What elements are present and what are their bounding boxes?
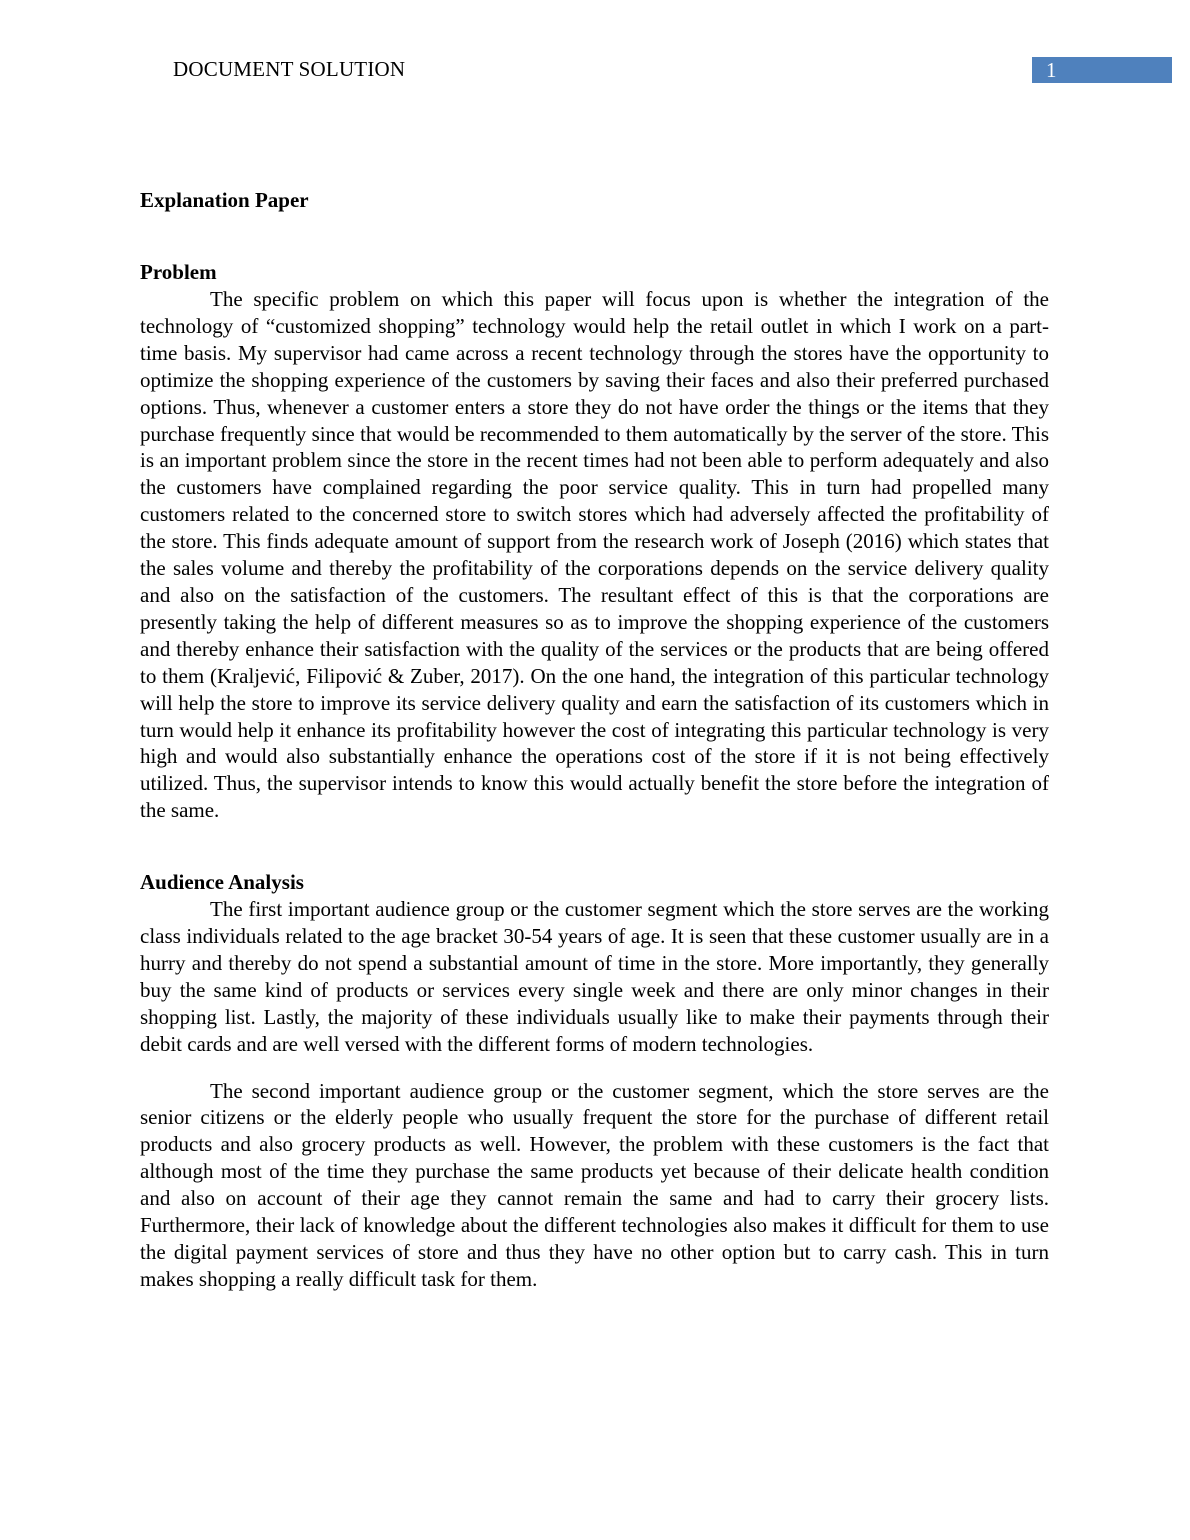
paper-title: Explanation Paper xyxy=(140,188,309,212)
document-body xyxy=(140,186,1049,1293)
section-heading-problem: Problem xyxy=(140,260,217,284)
paragraph-audience-1: The first important audience group or the customer segment which the store serves are the working class individuals related to the age bracket 30-54 years of age. It is seen that these customer usually are in a hurry and thereby do not spend a substantial amount of time in the store. More importantly, they generally buy the same kind of products or services every single week and there are only minor changes in their shopping list. Lastly, the majority of these individuals usually like to make their payments through their debit cards and are well versed with the different forms of modern technologies. xyxy=(140,897,1049,1056)
section-heading-audience-analysis: Audience Analysis xyxy=(140,870,304,895)
running-head: DOCUMENT SOLUTION xyxy=(173,57,406,81)
page-number: 1 xyxy=(1032,57,1172,83)
paragraph-problem: The specific problem on which this paper will focus upon is whether the integration of the technology of “customized shopping” technology would help the retail outlet in which I work on a part-time basis. My supervisor had came across a recent technology through the stores have the opportunity to optimize the shopping experience of the customers by saving their faces and also their preferred purchased options. Thus, whenever a customer enters a store they do not have order the things or the items that they purchase frequently since that would be recommended to them automatically by the server of the store. This is an important problem since the store in the recent times had not been able to perform adequately and also the customers have complained regarding the poor service quality. This in turn had propelled many customers related to the concerned store to switch stores which had adversely affected the profitability of the store. This finds adequate amount of support from the research work of Joseph (2016) which states that the sales volume and thereby the profitability of the corporations depends on the service delivery quality and also on the satisfaction of the customers. The resultant effect of this is that the corporations are presently taking the help of different measures so as to improve the shopping experience of the customers and thereby enhance their satisfaction with the quality of the services or the products that are being offered to them (Kraljević, Filipović & Zuber, 2017). On the one hand, the integration of this particular technology will help the store to improve its service delivery quality and earn the satisfaction of its customers which in turn would help it enhance its profitability however the cost of integrating this particular technology is very high and would also substantially enhance the operations cost of the store if it is not being effectively utilized. Thus, the supervisor intends to know this would actually benefit the store before the integration of the same. xyxy=(140,287,1049,823)
paragraph-audience-2: The second important audience group or the customer segment, which the store serves are the senior citizens or the elderly people who usually frequent the store for the purchase of different retail products and also grocery products as well. However, the problem with these customers is the fact that although most of the time they purchase the same products yet because of their delicate health condition and also on account of their age they cannot remain the same and had to carry their grocery lists. Furthermore, their lack of knowledge about the different technologies also makes it difficult for them to use the digital payment services of store and thus they have no other option but to carry cash. This in turn makes shopping a really difficult task for them. xyxy=(140,1078,1049,1291)
